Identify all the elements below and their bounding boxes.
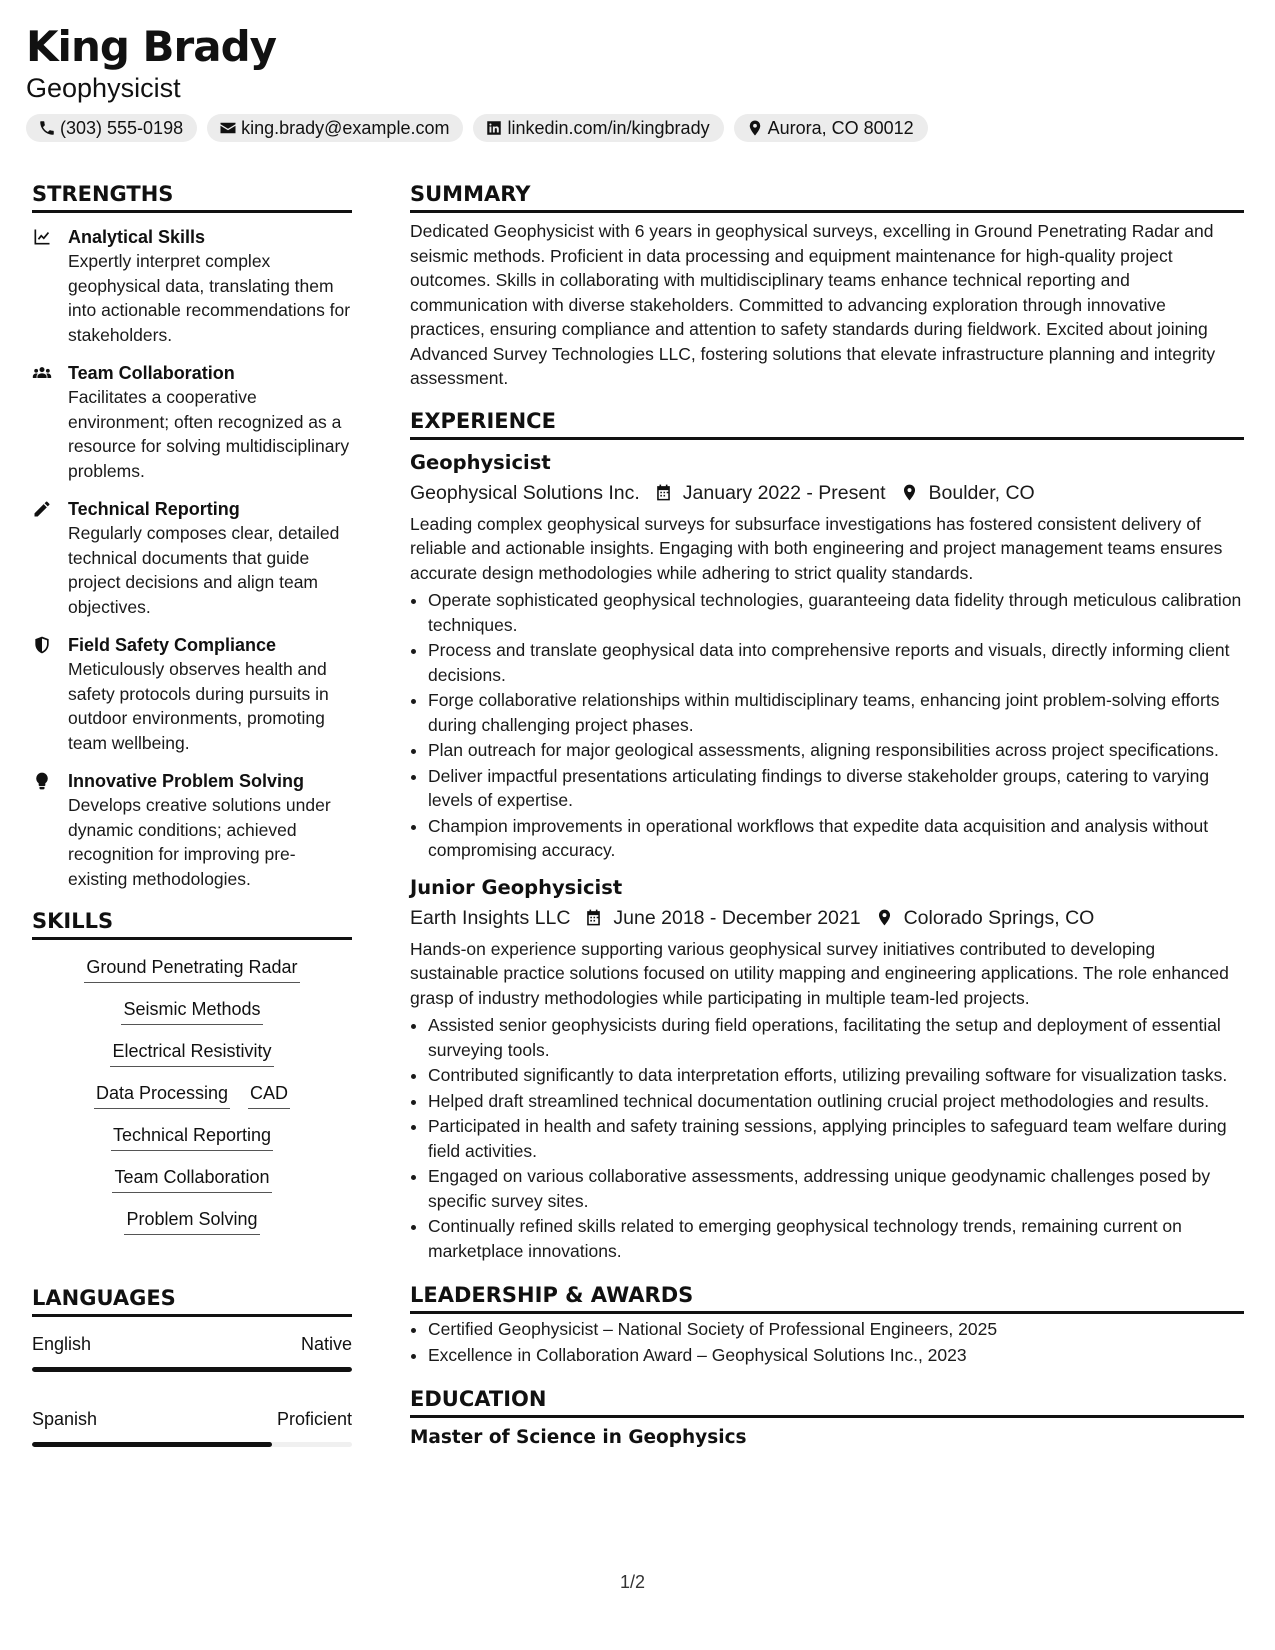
right-column bbox=[410, 178, 1244, 1452]
strength-item bbox=[32, 361, 352, 483]
job-bullet: • Process and translate geophysical data into comprehensive reports and visuals, directly informing client decisions. bbox=[428, 638, 1244, 687]
job-location: Boulder, CO bbox=[928, 481, 1035, 504]
strength-name: Technical Reporting bbox=[68, 499, 240, 519]
candidate-title: Geophysicist bbox=[26, 73, 181, 103]
job-bullet: • Plan outreach for major geological assessments, aligning responsibilities across project specifications. bbox=[428, 738, 1244, 763]
strength-item bbox=[32, 633, 352, 755]
job-bullet: • Deliver impactful presentations articulating findings to diverse stakeholder groups, catering to varying levels of expertise. bbox=[428, 764, 1244, 813]
contact-location[interactable] bbox=[734, 114, 928, 142]
pencil-icon bbox=[32, 499, 52, 519]
email-text: king.brady@example.com bbox=[241, 117, 450, 138]
language-proficiency-fill bbox=[32, 1367, 352, 1372]
job-entry bbox=[410, 873, 1244, 1264]
shield-icon bbox=[32, 635, 52, 655]
skills-heading: SKILLS bbox=[32, 905, 352, 940]
map-pin-icon bbox=[746, 119, 764, 137]
skills-list bbox=[32, 954, 352, 1248]
job-bullet: • Forge collaborative relationships within multidisciplinary teams, enhancing joint problem-solving efforts during challenging project phases. bbox=[428, 688, 1244, 737]
job-bullets bbox=[410, 1013, 1244, 1263]
language-proficiency-bar bbox=[32, 1442, 352, 1447]
experience-heading: EXPERIENCE bbox=[410, 405, 1244, 440]
strength-item bbox=[32, 225, 352, 347]
strength-desc: Facilitates a cooperative environment; often recognized as a resource for solving multidisciplinary problems. bbox=[68, 387, 350, 481]
strength-name: Field Safety Compliance bbox=[68, 635, 277, 655]
calendar-icon bbox=[654, 483, 673, 502]
strength-desc: Expertly interpret complex geophysical data, translating them into actionable recommendations for stakeholders. bbox=[68, 251, 351, 345]
left-column bbox=[32, 178, 352, 1467]
contact-phone[interactable] bbox=[26, 114, 197, 142]
job-title: Junior Geophysicist bbox=[410, 875, 623, 899]
strength-name: Innovative Problem Solving bbox=[68, 771, 305, 791]
chart-line-icon bbox=[32, 227, 52, 247]
language-proficiency-fill bbox=[32, 1442, 272, 1447]
award-item: • Excellence in Collaboration Award – Geophysical Solutions Inc., 2023 bbox=[428, 1343, 1244, 1368]
strength-item bbox=[32, 497, 352, 619]
skill-tag: CAD bbox=[248, 1080, 290, 1109]
strength-name: Analytical Skills bbox=[68, 227, 206, 247]
job-summary: Leading complex geophysical surveys for subsurface investigations has fostered consistent delivery of reliable and actionable insights. Engaging with both engineering and project management teams ensures accurate design methodologies while adhering to strict quality standards. bbox=[410, 513, 1223, 583]
linkedin-icon bbox=[485, 119, 503, 137]
strengths-list bbox=[32, 225, 352, 891]
job-bullet: • Champion improvements in operational workflows that expedite data acquisition and analysis without compromising accuracy. bbox=[428, 814, 1244, 863]
candidate-name: King Brady bbox=[26, 22, 277, 71]
contact-linkedin[interactable] bbox=[473, 114, 723, 142]
linkedin-text: linkedin.com/in/kingbrady bbox=[507, 117, 710, 138]
awards-list bbox=[410, 1317, 1244, 1367]
contact-email[interactable] bbox=[207, 114, 463, 142]
skill-tag: Electrical Resistivity bbox=[110, 1038, 273, 1067]
job-bullet: • Participated in health and safety training sessions, applying principles to safeguard team welfare during field activities. bbox=[428, 1114, 1244, 1163]
strengths-heading: STRENGTHS bbox=[32, 178, 352, 213]
language-level: Proficient bbox=[276, 1409, 352, 1429]
language-level: Native bbox=[300, 1334, 352, 1354]
lightbulb-icon bbox=[32, 771, 52, 791]
strength-desc: Regularly composes clear, detailed technical documents that guide project decisions and align team objectives. bbox=[68, 523, 340, 617]
skill-tag: Technical Reporting bbox=[111, 1122, 273, 1151]
map-pin-icon bbox=[875, 908, 894, 927]
language-item bbox=[32, 1406, 352, 1447]
job-dates: January 2022 - Present bbox=[682, 481, 886, 504]
job-bullet: • Contributed significantly to data interpretation efforts, utilizing prevailing software for visualization tasks. bbox=[428, 1063, 1244, 1088]
strength-desc: Develops creative solutions under dynamic conditions; achieved recognition for improving pre-existing methodologies. bbox=[68, 795, 331, 889]
language-proficiency-bar bbox=[32, 1367, 352, 1372]
job-entry bbox=[410, 448, 1244, 863]
phone-icon bbox=[38, 119, 56, 137]
strength-item bbox=[32, 769, 352, 891]
resume-header bbox=[26, 22, 1246, 142]
job-company: Geophysical Solutions Inc. bbox=[410, 481, 640, 504]
language-name: Spanish bbox=[32, 1409, 98, 1429]
page-number: 1/2 bbox=[620, 1572, 646, 1592]
job-bullet: • Operate sophisticated geophysical technologies, guaranteeing data fidelity through meticulous calibration techniques. bbox=[428, 588, 1244, 637]
job-bullet: • Assisted senior geophysicists during field operations, facilitating the setup and deployment of essential surveying tools. bbox=[428, 1013, 1244, 1062]
job-bullet: • Helped draft streamlined technical documentation outlining crucial project methodologies and results. bbox=[428, 1089, 1244, 1114]
calendar-icon bbox=[584, 908, 603, 927]
job-location: Colorado Springs, CO bbox=[903, 906, 1095, 929]
job-meta bbox=[410, 903, 1244, 933]
strength-desc: Meticulously observes health and safety protocols during pursuits in outdoor environments, promoting team wellbeing. bbox=[68, 659, 329, 753]
job-meta bbox=[410, 478, 1244, 508]
job-bullet: • Engaged on various collaborative assessments, addressing unique geodynamic challenges posed by specific survey sites. bbox=[428, 1164, 1244, 1213]
contact-bar bbox=[26, 114, 1246, 142]
job-company: Earth Insights LLC bbox=[410, 906, 571, 929]
job-dates: June 2018 - December 2021 bbox=[613, 906, 861, 929]
awards-heading: LEADERSHIP & AWARDS bbox=[410, 1279, 1244, 1314]
languages-heading: LANGUAGES bbox=[32, 1282, 352, 1317]
job-bullet: • Continually refined skills related to emerging geophysical technology trends, remaining current on marketplace innovations. bbox=[428, 1214, 1244, 1263]
envelope-icon bbox=[219, 119, 237, 137]
job-bullets bbox=[410, 588, 1244, 863]
education-degree: Master of Science in Geophysics bbox=[410, 1427, 747, 1448]
summary-text: Dedicated Geophysicist with 6 years in geophysical surveys, excelling in Ground Penetrating Radar and seismic methods. Proficient in data processing and equipment maintenance for high-quality project outcomes. Skills in collaborating with multidisciplinary teams enhance technical reporting and communication with diverse stakeholders. Committed to advancing exploration through innovative practices, ensuring compliance and attention to safety standards during fieldwork. Excited about joining Advanced Survey Technologies LLC, fostering solutions that elevate infrastructure planning and integrity assessment. bbox=[410, 221, 1216, 388]
education-heading: EDUCATION bbox=[410, 1383, 1244, 1418]
location-text: Aurora, CO 80012 bbox=[767, 117, 914, 138]
skill-tag: Data Processing bbox=[94, 1080, 230, 1109]
award-item: • Certified Geophysicist – National Society of Professional Engineers, 2025 bbox=[428, 1317, 1244, 1342]
phone-text: (303) 555-0198 bbox=[60, 117, 184, 138]
strength-name: Team Collaboration bbox=[68, 363, 235, 383]
skill-tag: Team Collaboration bbox=[112, 1164, 271, 1193]
skill-tag: Problem Solving bbox=[124, 1206, 259, 1235]
users-icon bbox=[32, 363, 52, 383]
summary-heading: SUMMARY bbox=[410, 178, 1244, 213]
job-summary: Hands-on experience supporting various geophysical survey initiatives contributed to developing sustainable practice solutions focused on utility mapping and engineering applications. The role enhanced grasp of industry methodologies while participating in multiple team-led projects. bbox=[410, 938, 1229, 1008]
skill-tag: Ground Penetrating Radar bbox=[84, 954, 299, 983]
map-pin-icon bbox=[900, 483, 919, 502]
language-name: English bbox=[32, 1334, 92, 1354]
job-title: Geophysicist bbox=[410, 450, 551, 474]
skill-tag: Seismic Methods bbox=[121, 996, 262, 1025]
language-item bbox=[32, 1331, 352, 1372]
languages-list bbox=[32, 1331, 352, 1447]
